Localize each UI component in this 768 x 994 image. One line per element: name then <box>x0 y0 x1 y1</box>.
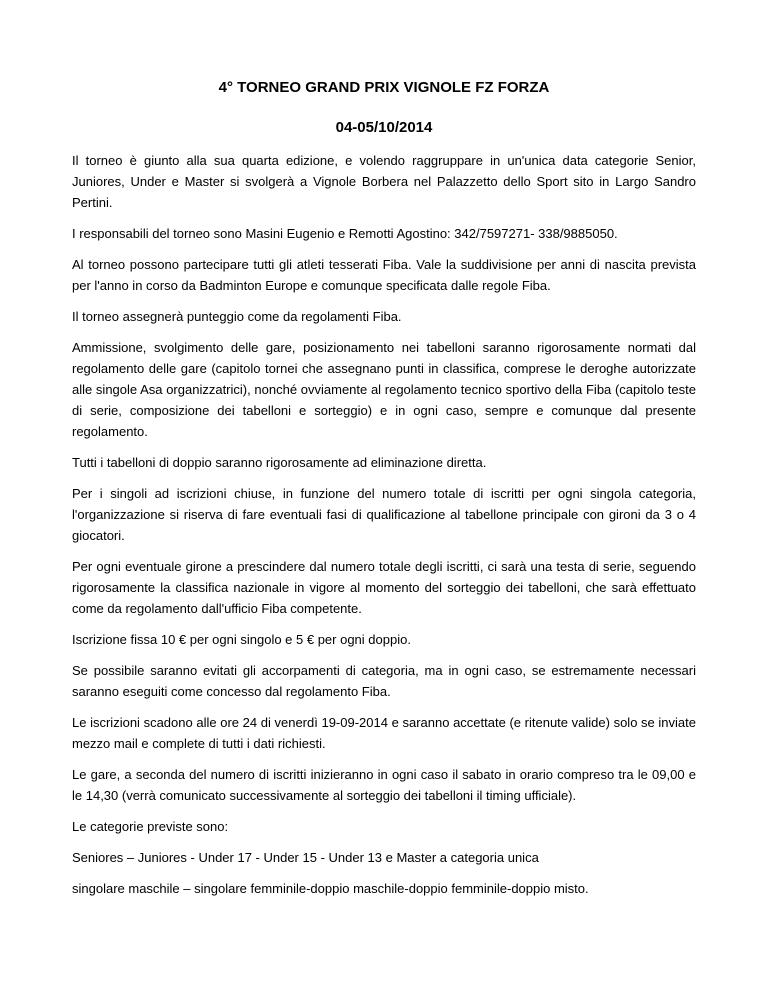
paragraph-categories-age: Seniores – Juniores - Under 17 - Under 15 - Under 13 e Master a categoria unica <box>72 850 539 865</box>
paragraph-organizers: I responsabili del torneo sono Masini Eugenio e Remotti Agostino: 342/7597271- 338/9885050. <box>72 226 618 241</box>
paragraph-fees: Iscrizione fissa 10 € per ogni singolo e 5 € per ogni doppio. <box>72 632 411 647</box>
paragraph-eligibility: Al torneo possono partecipare tutti gli atleti tesserati Fiba. Vale la suddivisione per anni di nascita prevista per l'anno in corso da Badminton Europe e comunque specificata dalle regole Fiba. <box>72 257 696 293</box>
paragraph-seeding: Per ogni eventuale girone a prescindere dal numero totale degli iscritti, ci sarà una testa di serie, seguendo rigorosamente la classifica nazionale in vigore al momento del sorteggio dei tabelloni, che sarà effettuato come da regolamento dall'ufficio Fiba competente. <box>72 559 696 616</box>
paragraph-rules: Ammissione, svolgimento delle gare, posizionamento nei tabelloni saranno rigorosamente normati dal regolamento delle gare (capitolo tornei che assegnano punti in classifica, comprese le deroghe autorizzate alle singole Asa organizzatrici), nonché ovviamente al regolamento tecnico sportivo della Fiba (capitolo teste di serie, composizione dei tabelloni e sorteggio) e in ogni caso, sempre e comunque dal presente regolamento. <box>72 340 696 439</box>
document-body <box>72 150 696 899</box>
document-title: 4° TORNEO GRAND PRIX VIGNOLE FZ FORZA <box>218 79 550 96</box>
paragraph-singles-qualification: Per i singoli ad iscrizioni chiuse, in funzione del numero totale di iscritti per ogni singola categoria, l'organizzazione si riserva di fare eventuali fasi di qualificazione al tabellone principale con gironi da 3 o 4 giocatori. <box>72 486 696 543</box>
paragraph-scoring: Il torneo assegnerà punteggio come da regolamenti Fiba. <box>72 309 402 324</box>
paragraph-doubles-format: Tutti i tabelloni di doppio saranno rigorosamente ad eliminazione diretta. <box>72 455 487 470</box>
paragraph-categories-events: singolare maschile – singolare femminile-doppio maschile-doppio femminile-doppio misto. <box>72 881 589 896</box>
paragraph-categories-heading: Le categorie previste sono: <box>72 819 229 834</box>
paragraph-intro: Il torneo è giunto alla sua quarta edizione, e volendo raggruppare in un'unica data categorie Senior, Juniores, Under e Master si svolgerà a Vignole Borbera nel Palazzetto dello Sport sito in Largo Sandro Pertini. <box>72 153 696 210</box>
document-page <box>72 78 696 909</box>
paragraph-deadline: Le iscrizioni scadono alle ore 24 di venerdì 19-09-2014 e saranno accettate (e ritenute valide) solo se inviate mezzo mail e complete di tutti i dati richiesti. <box>72 715 696 751</box>
document-date: 04-05/10/2014 <box>335 119 433 136</box>
paragraph-schedule: Le gare, a seconda del numero di iscritti inizieranno in ogni caso il sabato in orario compreso tra le 09,00 e le 14,30 (verrà comunicato successivamente al sorteggio dei tabelloni il timing ufficiale). <box>72 767 696 803</box>
paragraph-merging: Se possibile saranno evitati gli accorpamenti di categoria, ma in ogni caso, se estremamente necessari saranno eseguiti come concesso dal regolamento Fiba. <box>72 663 696 699</box>
